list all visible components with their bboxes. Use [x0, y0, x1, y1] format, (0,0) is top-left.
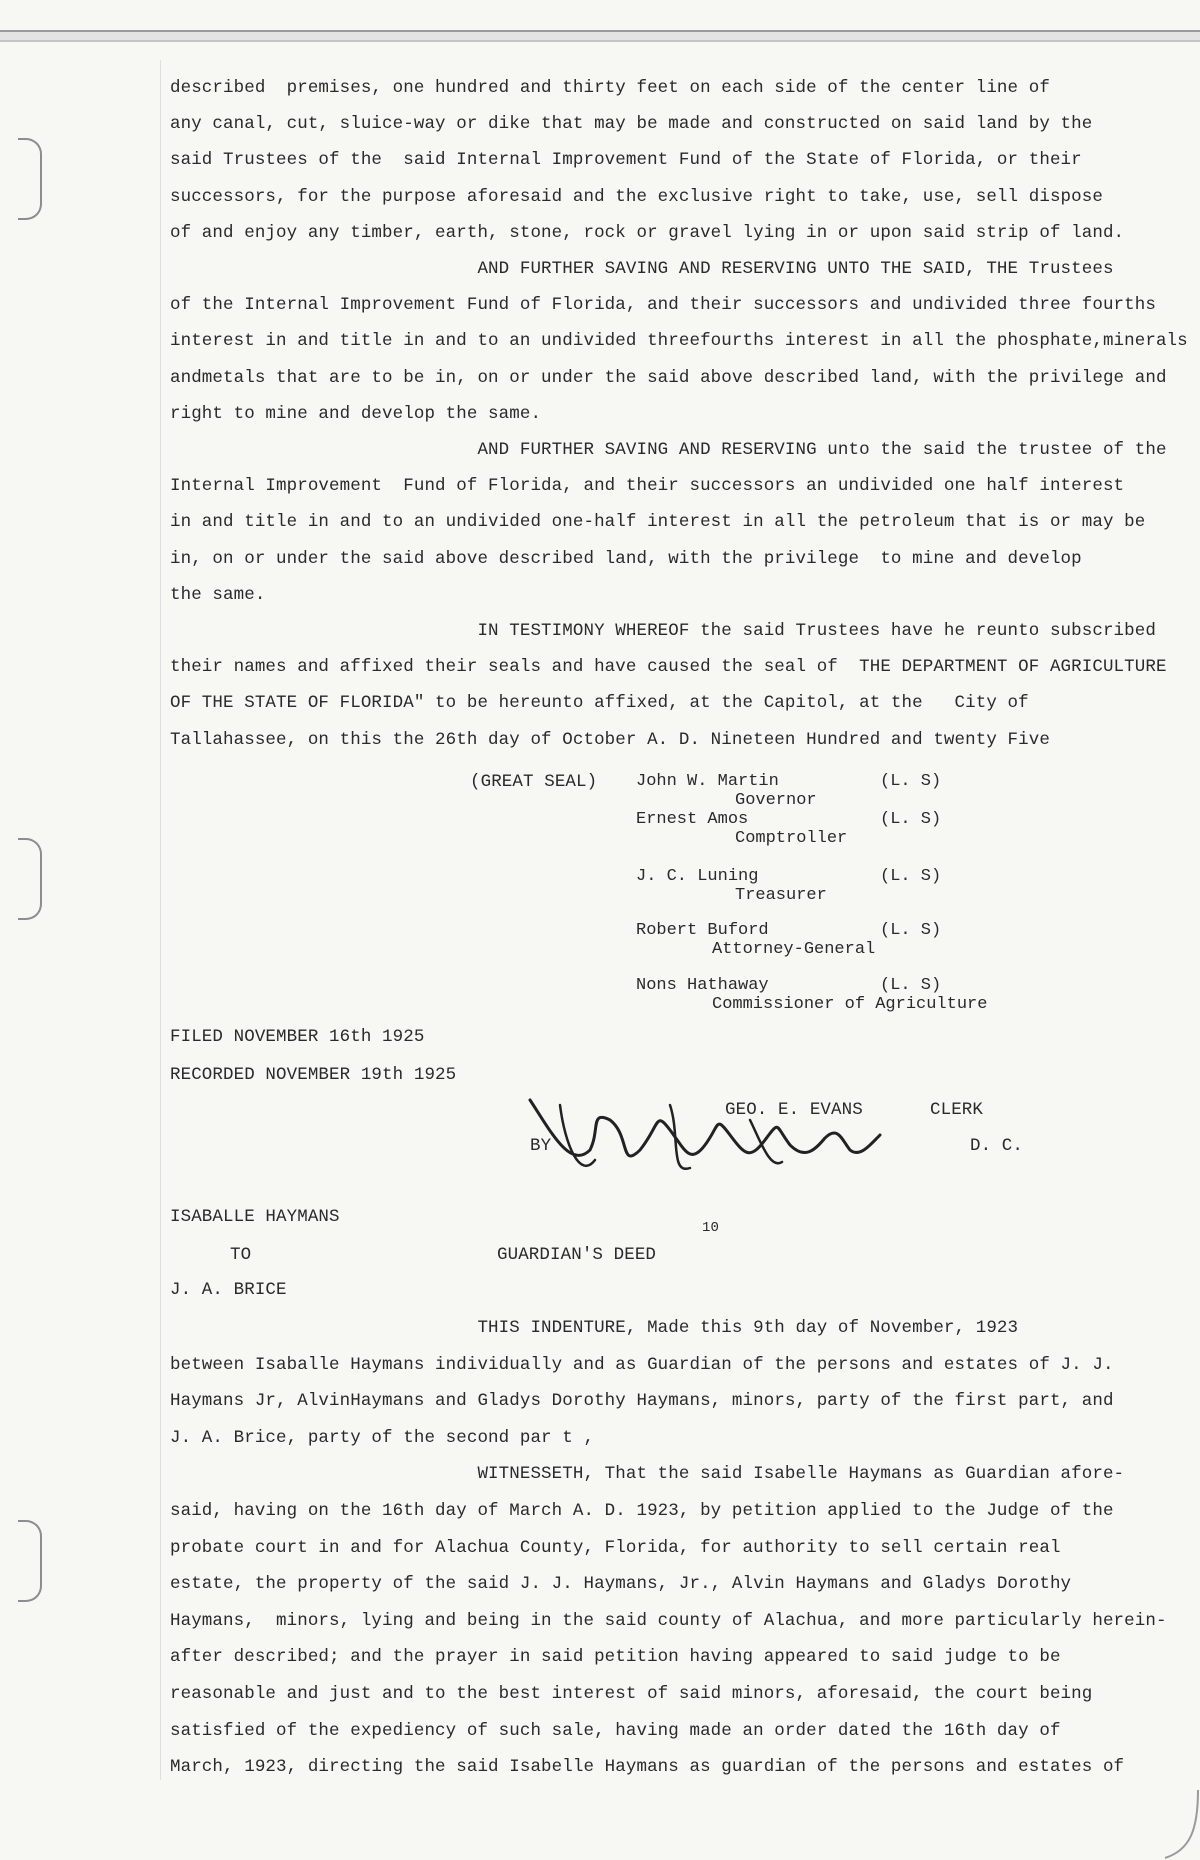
signatory-title: Governor: [735, 791, 817, 810]
signatory-name: Robert Buford: [636, 921, 769, 940]
indenture-line: after described; and the prayer in said petition having appeared to said judge to be: [170, 1647, 1061, 1668]
body-line: Tallahassee, on this the 26th day of October A. D. Nineteen Hundred and twenty Five: [170, 729, 1050, 750]
seal-mark: (L. S): [880, 976, 942, 995]
body-line: interest in and title in and to an undivided threefourths interest in all the phosphate,minerals: [170, 331, 1188, 352]
signatory-title: Treasurer: [735, 886, 827, 905]
body-line: any canal, cut, sluice-way or dike that may be made and constructed on said land by the: [170, 114, 1093, 135]
body-line: their names and affixed their seals and have caused the seal of THE DEPARTMENT OF AGRICULTURE: [170, 657, 1167, 678]
body-line: described premises, one hundred and thirty feet on each side of the center line of: [170, 78, 1050, 98]
body-line: said Trustees of the said Internal Improvement Fund of the State of Florida, or their: [170, 150, 1082, 171]
clerk-signature: [520, 1090, 900, 1190]
indenture-line: WITNESSETH, That the said Isabelle Haymans as Guardian afore-: [170, 1464, 1125, 1485]
indenture-line: estate, the property of the said J. J. Haymans, Jr., Alvin Haymans and Gladys Dorothy: [170, 1574, 1072, 1595]
filed-date: FILED NOVEMBER 16th 1925: [170, 1027, 425, 1047]
signatory-title: Comptroller: [735, 829, 848, 848]
signatory-name: J. C. Luning: [636, 867, 759, 886]
body-line: of the Internal Improvement Fund of Florida, and their successors and undivided three fourths: [170, 295, 1156, 316]
indenture-line: J. A. Brice, party of the second par t ,: [170, 1427, 595, 1448]
clerk-role: CLERK: [930, 1100, 984, 1120]
page-curl: [1160, 1790, 1200, 1860]
grantee-name: J. A. BRICE: [170, 1280, 287, 1300]
signatory-title: Commissioner of Agriculture: [712, 995, 988, 1014]
recorded-date: RECORDED NOVEMBER 19th 1925: [170, 1065, 457, 1085]
margin-annotation: 10: [702, 1220, 720, 1236]
grantor-name: ISABALLE HAYMANS: [170, 1207, 340, 1227]
body-line: andmetals that are to be in, on or under the said above described land, with the privilege and: [170, 367, 1167, 388]
seal-mark: (L. S): [880, 921, 942, 940]
body-line: right to mine and develop the same.: [170, 403, 542, 424]
body-line: successors, for the purpose aforesaid and the exclusive right to take, use, sell dispose: [170, 186, 1103, 207]
signatory-name: Ernest Amos: [636, 810, 749, 829]
indenture-line: Haymans, minors, lying and being in the said county of Alachua, and more particularly herein-: [170, 1610, 1167, 1631]
indenture-line: said, having on the 16th day of March A. D. 1923, by petition applied to the Judge of the: [170, 1501, 1114, 1521]
body-line: Internal Improvement Fund of Florida, and their successors an undivided one half interest: [170, 476, 1125, 497]
clerk-name: GEO. E. EVANS: [725, 1100, 863, 1120]
indenture-line: satisfied of the expediency of such sale, having made an order dated the 16th day of: [170, 1720, 1061, 1741]
body-line: the same.: [170, 584, 266, 605]
to-label: TO: [230, 1245, 252, 1265]
body-line: in, on or under the said above described land, with the privilege to mine and develop: [170, 548, 1082, 569]
body-line: OF THE STATE OF FLORIDA" to be hereunto affixed, at the Capitol, at the City of: [170, 693, 1029, 714]
signatory-title: Attorney-General: [712, 940, 876, 959]
deputy-clerk-label: D. C.: [970, 1136, 1024, 1156]
left-margin-line: [160, 60, 161, 1780]
great-seal-label: (GREAT SEAL): [470, 772, 598, 792]
deed-type: GUARDIAN'S DEED: [497, 1245, 657, 1265]
signatory-name: John W. Martin: [636, 772, 779, 791]
seal-mark: (L. S): [880, 772, 942, 791]
body-line: AND FURTHER SAVING AND RESERVING UNTO THE SAID, THE Trustees: [170, 259, 1114, 279]
indenture-line: between Isaballe Haymans individually and as Guardian of the persons and estates of J. J.: [170, 1354, 1114, 1375]
body-line: in and title in and to an undivided one-half interest in all the petroleum that is or may be: [170, 512, 1146, 533]
indenture-line: reasonable and just and to the best interest of said minors, aforesaid, the court being: [170, 1684, 1093, 1704]
binder-punch-hole: [18, 1520, 42, 1602]
indenture-line: March, 1923, directing the said Isabelle Haymans as guardian of the persons and estates of: [170, 1757, 1125, 1778]
body-line: AND FURTHER SAVING AND RESERVING unto the said the trustee of the: [170, 440, 1167, 460]
top-border-rule: [0, 30, 1200, 42]
body-line: of and enjoy any timber, earth, stone, rock or gravel lying in or upon said strip of land.: [170, 222, 1125, 243]
indenture-line: THIS INDENTURE, Made this 9th day of November, 1923: [170, 1318, 1019, 1338]
binder-punch-hole: [18, 138, 42, 220]
seal-mark: (L. S): [880, 810, 942, 829]
binder-punch-hole: [18, 838, 42, 920]
seal-mark: (L. S): [880, 867, 942, 886]
indenture-line: Haymans Jr, AlvinHaymans and Gladys Dorothy Haymans, minors, party of the first part, and: [170, 1391, 1114, 1412]
signatory-name: Nons Hathaway: [636, 976, 769, 995]
indenture-line: probate court in and for Alachua County, Florida, for authority to sell certain real: [170, 1537, 1061, 1558]
by-label: BY: [530, 1136, 552, 1156]
body-line: IN TESTIMONY WHEREOF the said Trustees have he reunto subscribed: [170, 621, 1156, 641]
